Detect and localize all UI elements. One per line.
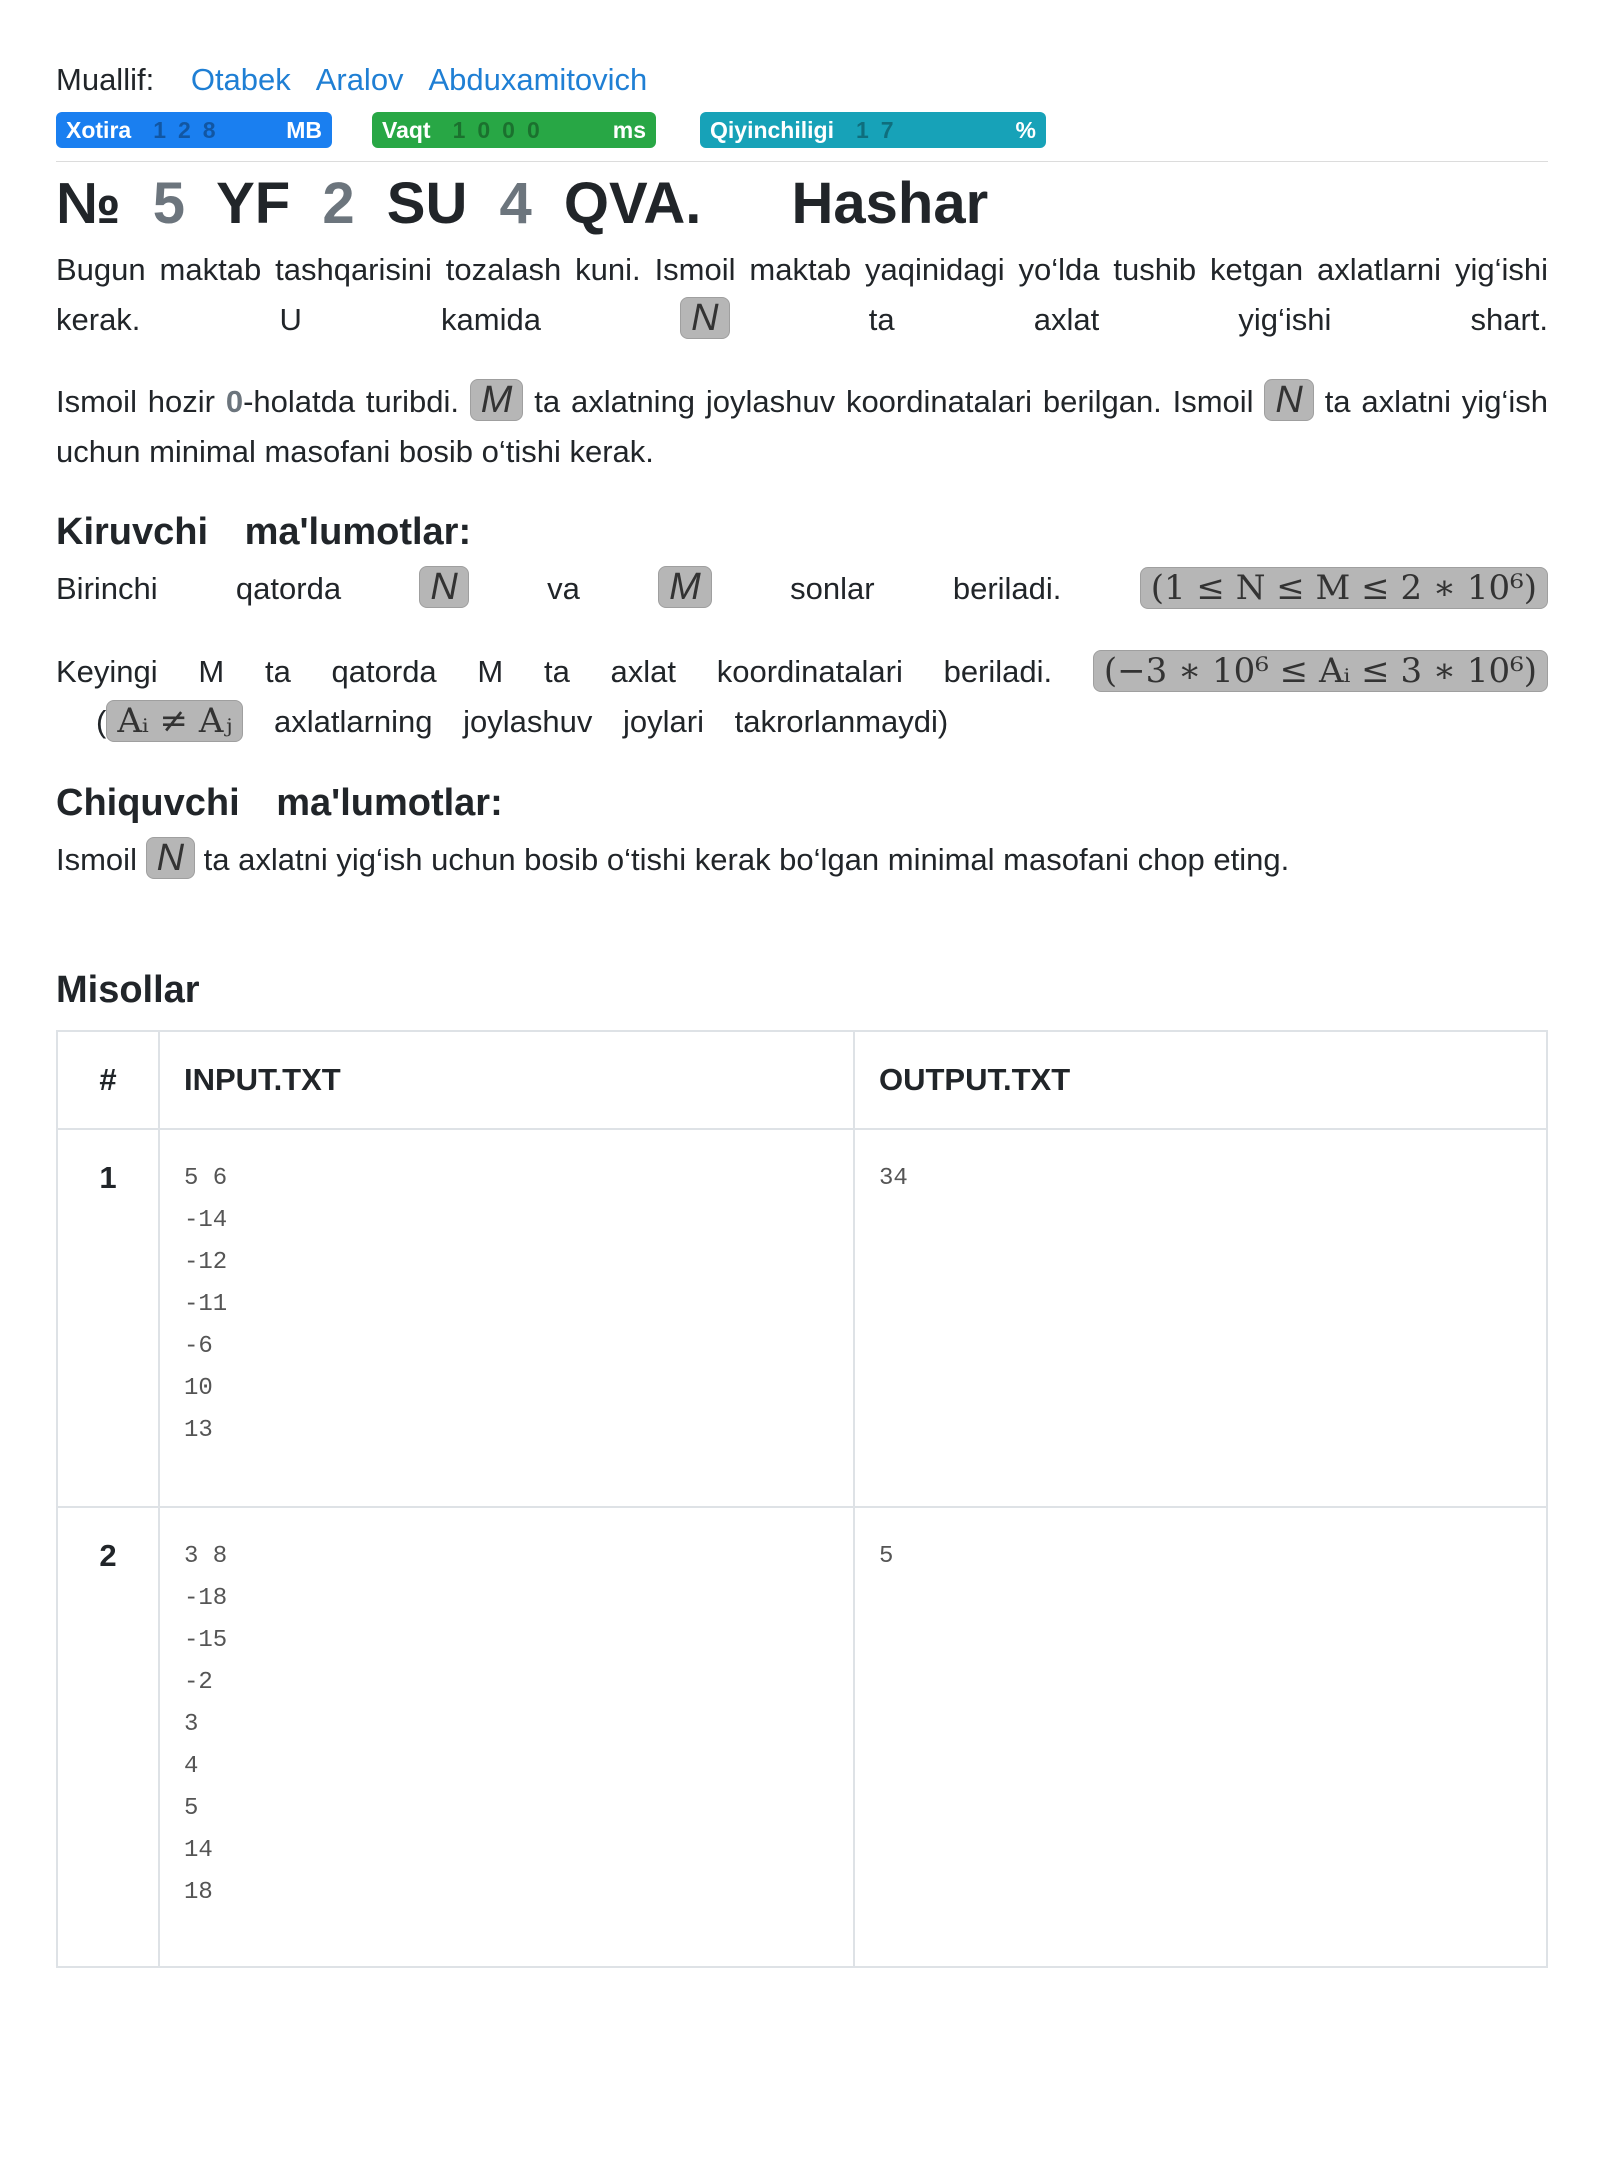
column-index: #	[57, 1031, 159, 1129]
var-m: M	[470, 379, 524, 421]
output-paragraph	[56, 835, 1548, 885]
output-text: Ismoil	[56, 842, 137, 877]
input-line: -12	[184, 1249, 228, 1276]
examples-heading: Misollar	[56, 969, 200, 1011]
distinct-constraint: Aᵢ ≠ Aⱼ	[106, 700, 243, 742]
input-line: -14	[184, 1207, 228, 1234]
input-line: -2	[184, 1669, 213, 1696]
input-line-2	[56, 647, 1548, 697]
author-label: Muallif:	[56, 62, 155, 97]
example-output[interactable]	[854, 1129, 1547, 1507]
input-line: 4	[184, 1753, 199, 1780]
title-number-sign: №	[56, 171, 121, 236]
difficulty-label: Qiyinchiligi	[710, 117, 834, 143]
input-line: 5 6	[184, 1165, 228, 1192]
statement-text: -holatda turibdi.	[243, 384, 459, 419]
column-input: INPUT.TXT	[159, 1031, 854, 1129]
var-n: N	[680, 297, 729, 339]
input-line-1	[56, 564, 1548, 614]
time-value: 1000	[452, 117, 552, 143]
difficulty-badge	[700, 112, 1046, 148]
memory-limit-badge	[56, 112, 332, 148]
example-output[interactable]	[854, 1507, 1547, 1967]
title-digit-3: 4	[499, 171, 532, 236]
time-unit: ms	[612, 117, 646, 143]
position-zero: 0	[225, 384, 244, 419]
a-constraint: (−3 ∗ 10⁶ ≤ Aᵢ ≤ 3 ∗ 10⁶)	[1093, 650, 1548, 692]
input-line: 5	[184, 1795, 199, 1822]
example-index: 1	[57, 1129, 159, 1507]
statement-text: ta axlatni yig‘ish uchun minimal masofani bosib o‘tishi kerak.	[56, 384, 1548, 469]
output-line: 5	[879, 1543, 894, 1570]
statement-paragraph-2	[56, 377, 1548, 477]
title-part-3: QVA.	[563, 171, 702, 236]
var-m: M	[658, 566, 712, 608]
problem-title	[56, 168, 988, 240]
table-row	[57, 1129, 1547, 1507]
input-line-3	[96, 697, 1548, 747]
input-line: 14	[184, 1837, 213, 1864]
var-n: N	[1264, 379, 1313, 421]
statement-text: ta axlat yig‘ishi shart.	[868, 302, 1549, 337]
author-line	[56, 60, 647, 100]
statement-text: ta axlatning joylashuv koordinatalari berilgan. Ismoil	[534, 384, 1254, 419]
title-part-2: SU	[386, 171, 468, 236]
input-text: Keyingi M ta qatorda M ta axlat koordinatalari beriladi.	[56, 654, 1053, 689]
nm-constraint: (1 ≤ N ≤ M ≤ 2 ∗ 10⁶)	[1140, 567, 1548, 609]
examples-table	[56, 1030, 1548, 1968]
author-name-patronymic[interactable]: Abduxamitovich	[428, 62, 648, 97]
title-digit-1: 5	[152, 171, 186, 236]
input-line: -6	[184, 1333, 213, 1360]
input-line: -11	[184, 1291, 228, 1318]
output-text: ta axlatni yig‘ish uchun bosib o‘tishi kerak bo‘lgan minimal masofani chop eting.	[203, 842, 1290, 877]
example-input[interactable]	[159, 1507, 854, 1967]
difficulty-unit: %	[1015, 117, 1036, 143]
input-text: Birinchi qatorda	[56, 571, 342, 606]
divider	[56, 161, 1548, 162]
time-limit-badge	[372, 112, 656, 148]
input-line: 10	[184, 1375, 213, 1402]
input-heading: Kiruvchi ma'lumotlar:	[56, 511, 472, 553]
memory-value: 128	[153, 117, 228, 143]
input-text: va	[547, 571, 580, 606]
input-line: 3	[184, 1711, 199, 1738]
input-line: 3 8	[184, 1543, 228, 1570]
table-header-row	[57, 1031, 1547, 1129]
memory-unit: MB	[286, 117, 322, 143]
input-line: -18	[184, 1585, 228, 1612]
title-name: Hashar	[791, 171, 989, 236]
title-part-1: YF	[216, 171, 291, 236]
column-output: OUTPUT.TXT	[854, 1031, 1547, 1129]
time-label: Vaqt	[382, 117, 431, 143]
input-text: sonlar beriladi.	[790, 571, 1062, 606]
output-line: 34	[879, 1165, 908, 1192]
example-input[interactable]	[159, 1129, 854, 1507]
memory-label: Xotira	[66, 117, 132, 143]
statement-text: Ismoil hozir	[56, 384, 215, 419]
input-line: 18	[184, 1879, 213, 1906]
example-index: 2	[57, 1507, 159, 1967]
var-n: N	[146, 837, 195, 879]
author-name-last[interactable]: Aralov	[315, 62, 404, 97]
output-heading: Chiquvchi ma'lumotlar:	[56, 782, 503, 824]
difficulty-value: 17	[855, 117, 906, 143]
paren: (	[96, 704, 107, 739]
statement-paragraph-1	[56, 245, 1548, 345]
author-name-first[interactable]: Otabek	[190, 62, 291, 97]
var-n: N	[419, 566, 468, 608]
input-text: axlatlarning joylashuv joylari takrorlanmaydi)	[274, 704, 949, 739]
table-row	[57, 1507, 1547, 1967]
input-line: -15	[184, 1627, 228, 1654]
title-digit-2: 2	[322, 171, 355, 236]
input-line: 13	[184, 1417, 213, 1444]
statement-text: Bugun maktab tashqarisini tozalash kuni. Ismoil maktab yaqinidagi yo‘lda tushib ketgan axlatlarni yig‘ishi kerak. U kamida	[56, 252, 1548, 337]
